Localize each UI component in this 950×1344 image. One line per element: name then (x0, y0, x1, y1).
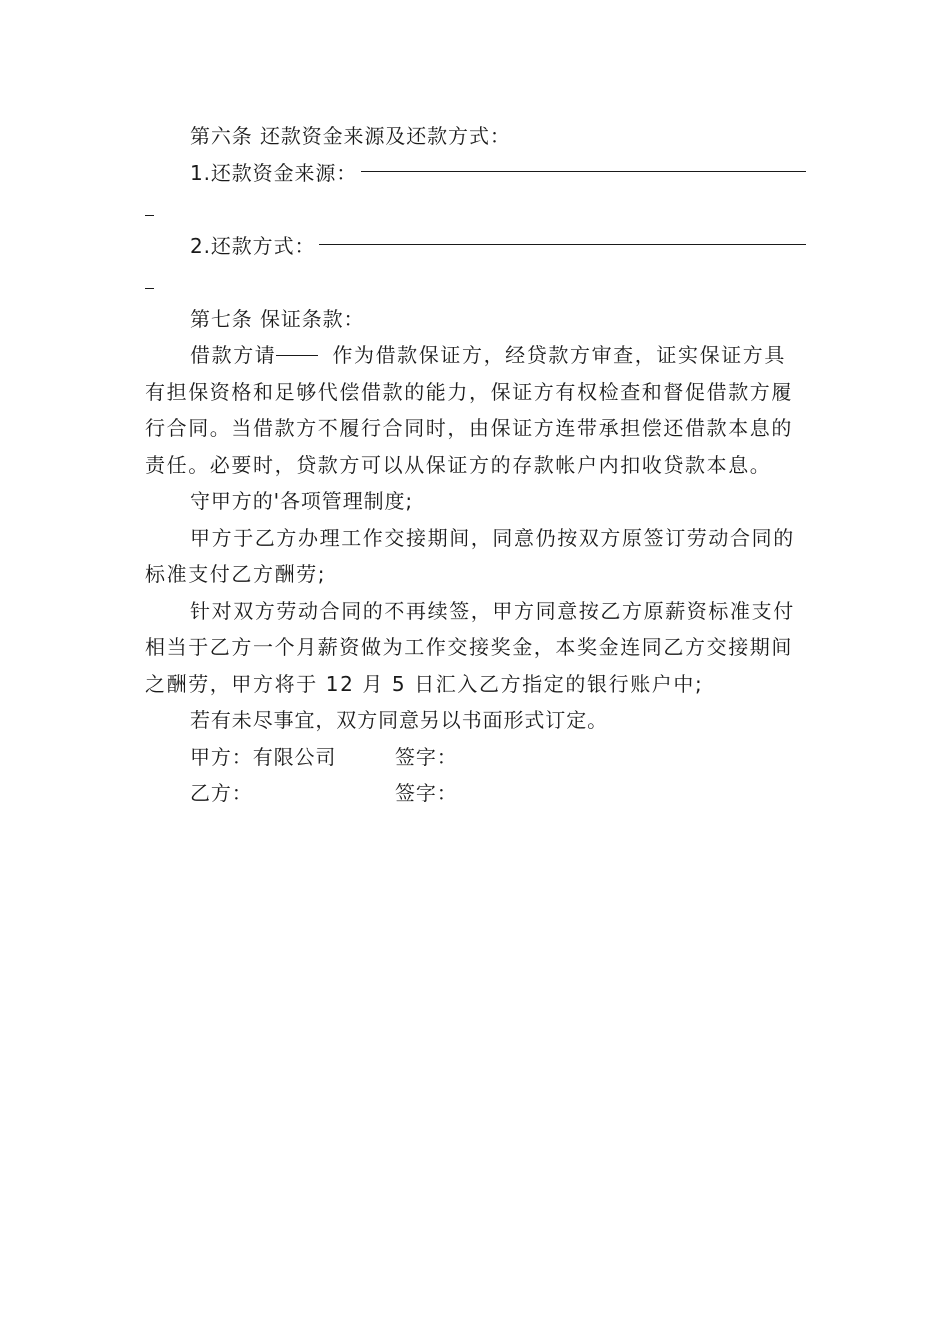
party-b-sign-label: 签字： (395, 781, 458, 805)
guarantee-paragraph (145, 337, 806, 483)
paragraph-handover-pay: 甲方于乙方办理工作交接期间，同意仍按双方原签订劳动合同的标准支付乙方酬劳; (145, 525, 795, 586)
party-b-signature-row (145, 775, 806, 812)
paragraph-management-rules: 守甲方的'各项管理制度; (190, 489, 414, 513)
repayment-source-blank (361, 171, 806, 172)
repayment-method-continuation (145, 264, 806, 301)
repayment-source-label: 1.还款资金来源： (190, 160, 358, 185)
party-a-signature-row (145, 739, 806, 776)
repayment-source-line (145, 155, 806, 192)
article6-heading: 第六条 还款资金来源及还款方式： (190, 124, 511, 148)
repayment-method-blank (319, 244, 806, 245)
paragraph-handover-bonus: 针对双方劳动合同的不再续签，甲方同意按乙方原薪资标准支付相当于乙方一个月薪资做为工作交接奖金，本奖金连同乙方交接期间之酬劳，甲方将于 12 月 5 日汇入乙方指定的银行账户中; (145, 598, 795, 696)
continuation-dash (145, 288, 154, 289)
repayment-method-label: 2.还款方式： (190, 233, 316, 258)
party-b-label: 乙方： (190, 781, 253, 805)
guarantor-blank (276, 355, 318, 356)
party-a-sign-label: 签字： (395, 744, 458, 769)
article7-heading: 第七条 保证条款： (190, 306, 365, 331)
guarantee-text-start: 借款方请 (190, 343, 277, 367)
repayment-method-line (145, 228, 806, 265)
document-body (145, 118, 806, 812)
continuation-dash (145, 215, 154, 216)
party-a-label: 甲方：有限公司 (190, 744, 337, 769)
paragraph-other-matters: 若有未尽事宜，双方同意另以书面形式订定。 (190, 708, 608, 732)
repayment-source-continuation (145, 191, 806, 228)
guarantee-text-rest: 作为借款保证方，经贷款方审查，证实保证方具有担保资格和足够代偿借款的能力，保证方有权检查和督促借款方履行合同。当借款方不履行合同时，由保证方连带承担偿还借款本息的责任。必要时，贷款方可以从保证方的存款帐户内扣收贷款本息。 (145, 343, 793, 477)
